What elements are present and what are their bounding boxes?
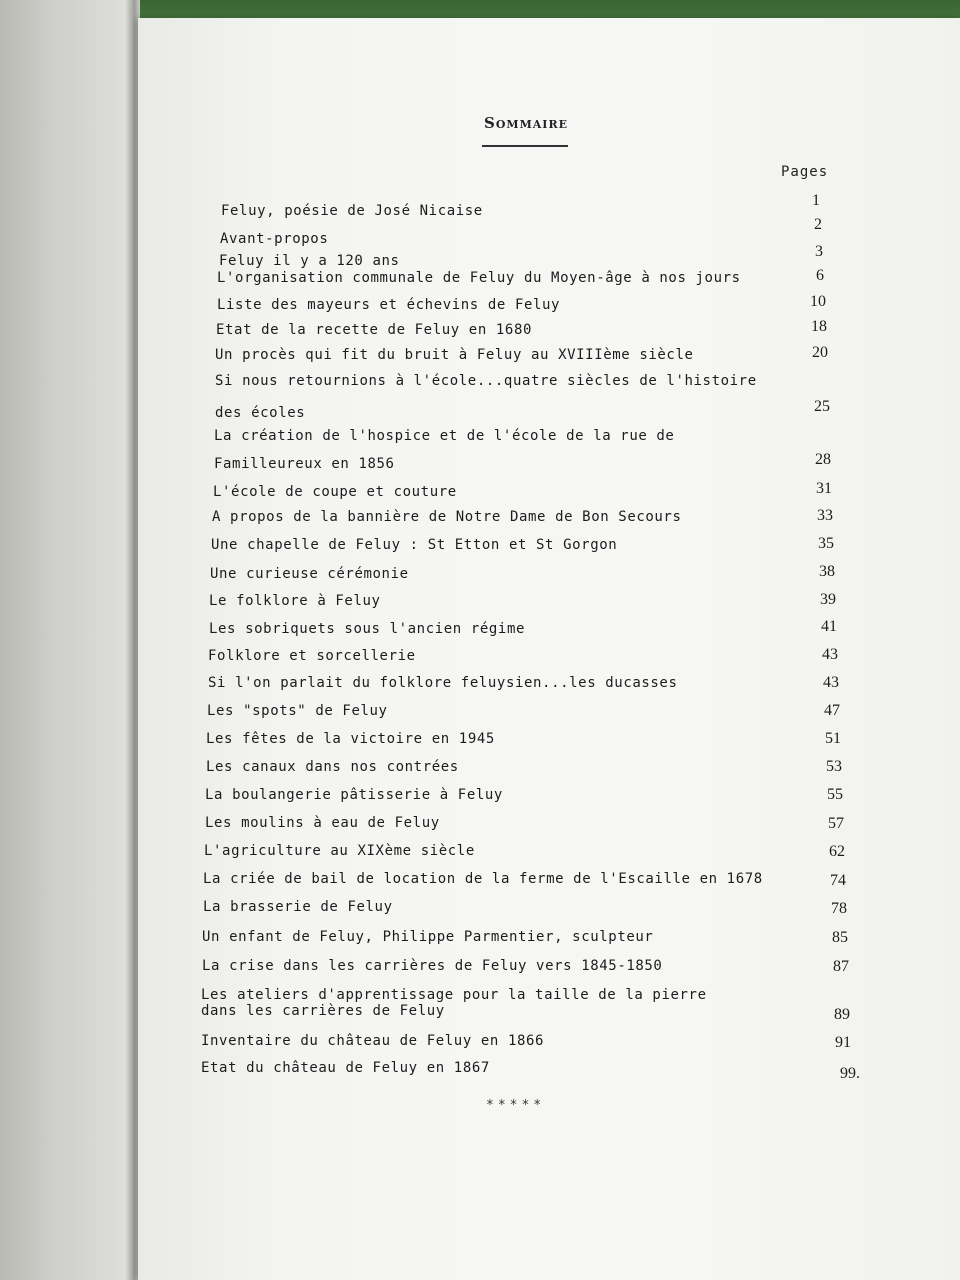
toc-entry-title: La crise dans les carrières de Feluy vers 1845-1850 <box>202 958 663 974</box>
toc-entry-page-number: 55 <box>827 786 843 803</box>
toc-entry-title: A propos de la bannière de Notre Dame de Bon Secours <box>212 509 682 525</box>
toc-entry-title: Les moulins à eau de Feluy <box>205 815 440 831</box>
toc-entry-title: L'organisation communale de Feluy du Moyen-âge à nos jours <box>217 270 741 286</box>
toc-entry-title-continued: dans les carrières de Feluy <box>201 1003 445 1019</box>
toc-entry-page-number: 85 <box>832 929 848 946</box>
toc-entry-page-number: 10 <box>810 293 826 310</box>
toc-entry-page-number: 53 <box>826 758 842 775</box>
toc-entry-title: La brasserie de Feluy <box>203 899 393 915</box>
toc-entry-title: Une chapelle de Feluy : St Etton et St Gorgon <box>211 537 618 553</box>
toc-entry-title: Folklore et sorcellerie <box>208 648 416 664</box>
toc-entry-title-continued: des écoles <box>215 405 306 421</box>
toc-entry-title-continued: Familleureux en 1856 <box>214 456 395 472</box>
toc-entry-page-number: 89 <box>834 1006 850 1023</box>
toc-entry-title: Les ateliers d'apprentissage pour la taille de la pierre <box>201 987 707 1003</box>
toc-entry-title: Feluy il y a 120 ans <box>219 253 400 269</box>
toc-entry-page-number: 41 <box>821 618 837 635</box>
book-spine <box>0 0 140 1280</box>
toc-entry-page-number: 57 <box>828 815 844 832</box>
toc-entry-page-number: 28 <box>815 451 831 468</box>
toc-entry-page-number: 78 <box>831 900 847 917</box>
toc-entry-title: Le folklore à Feluy <box>209 593 381 609</box>
toc-entry-page-number: 91 <box>835 1034 851 1051</box>
toc-entry-page-number: 74 <box>830 872 846 889</box>
toc-entry-page-number: 1 <box>812 192 820 209</box>
toc-entry-page-number: 87 <box>833 958 849 975</box>
title-underline <box>482 145 568 147</box>
toc-entry-page-number: 51 <box>825 730 841 747</box>
toc-entry-page-number: 35 <box>818 535 834 552</box>
toc-entry-page-number: 20 <box>812 344 828 361</box>
toc-entry-page-number: 2 <box>814 216 822 233</box>
end-mark: ***** <box>486 1098 546 1113</box>
toc-entry-title: Un enfant de Feluy, Philippe Parmentier, sculpteur <box>202 929 654 945</box>
toc-entry-page-number: 43 <box>822 646 838 663</box>
toc-entry-page-number: 99. <box>840 1065 860 1082</box>
pages-column-header: Pages <box>781 164 829 180</box>
toc-entry-title: Si l'on parlait du folklore feluysien...les ducasses <box>208 675 678 691</box>
toc-entry-title: La création de l'hospice et de l'école de la rue de <box>214 428 675 444</box>
toc-entry-page-number: 31 <box>816 480 832 497</box>
toc-entry-page-number: 38 <box>819 563 835 580</box>
toc-entry-title: Etat du château de Feluy en 1867 <box>201 1060 490 1076</box>
toc-entry-page-number: 6 <box>816 267 824 284</box>
toc-entry-page-number: 43 <box>823 674 839 691</box>
toc-entry-page-number: 25 <box>814 398 830 415</box>
toc-entry-page-number: 47 <box>824 702 840 719</box>
toc-entry-title: Les canaux dans nos contrées <box>206 759 459 775</box>
toc-entry-page-number: 62 <box>829 843 845 860</box>
toc-entry-title: La criée de bail de location de la ferme de l'Escaille en 1678 <box>203 871 763 887</box>
toc-entry-title: Feluy, poésie de José Nicaise <box>221 203 483 219</box>
page-title: Sommaire <box>484 114 568 132</box>
toc-entry-title: L'école de coupe et couture <box>213 484 457 500</box>
toc-entry-page-number: 18 <box>811 318 827 335</box>
toc-entry-title: Inventaire du château de Feluy en 1866 <box>201 1033 545 1049</box>
toc-entry-title: Avant-propos <box>220 231 329 247</box>
toc-entry-title: Les fêtes de la victoire en 1945 <box>206 731 495 747</box>
toc-entry-title: Etat de la recette de Feluy en 1680 <box>216 322 533 338</box>
toc-entry-title: Les sobriquets sous l'ancien régime <box>209 621 526 637</box>
toc-entry-title: L'agriculture au XIXème siècle <box>204 843 475 859</box>
toc-entry-title: Les "spots" de Feluy <box>207 703 388 719</box>
toc-entry-title: Un procès qui fit du bruit à Feluy au XVIIIème siècle <box>215 347 694 363</box>
toc-entry-title: La boulangerie pâtisserie à Feluy <box>205 787 503 803</box>
toc-entry-title: Une curieuse cérémonie <box>210 566 409 582</box>
toc-entry-title: Liste des mayeurs et échevins de Feluy <box>217 297 561 313</box>
toc-entry-page-number: 33 <box>817 507 833 524</box>
toc-entry-page-number: 3 <box>815 243 823 260</box>
toc-entry-page-number: 39 <box>820 591 836 608</box>
toc-entry-title: Si nous retournions à l'école...quatre siècles de l'histoire <box>215 373 757 389</box>
